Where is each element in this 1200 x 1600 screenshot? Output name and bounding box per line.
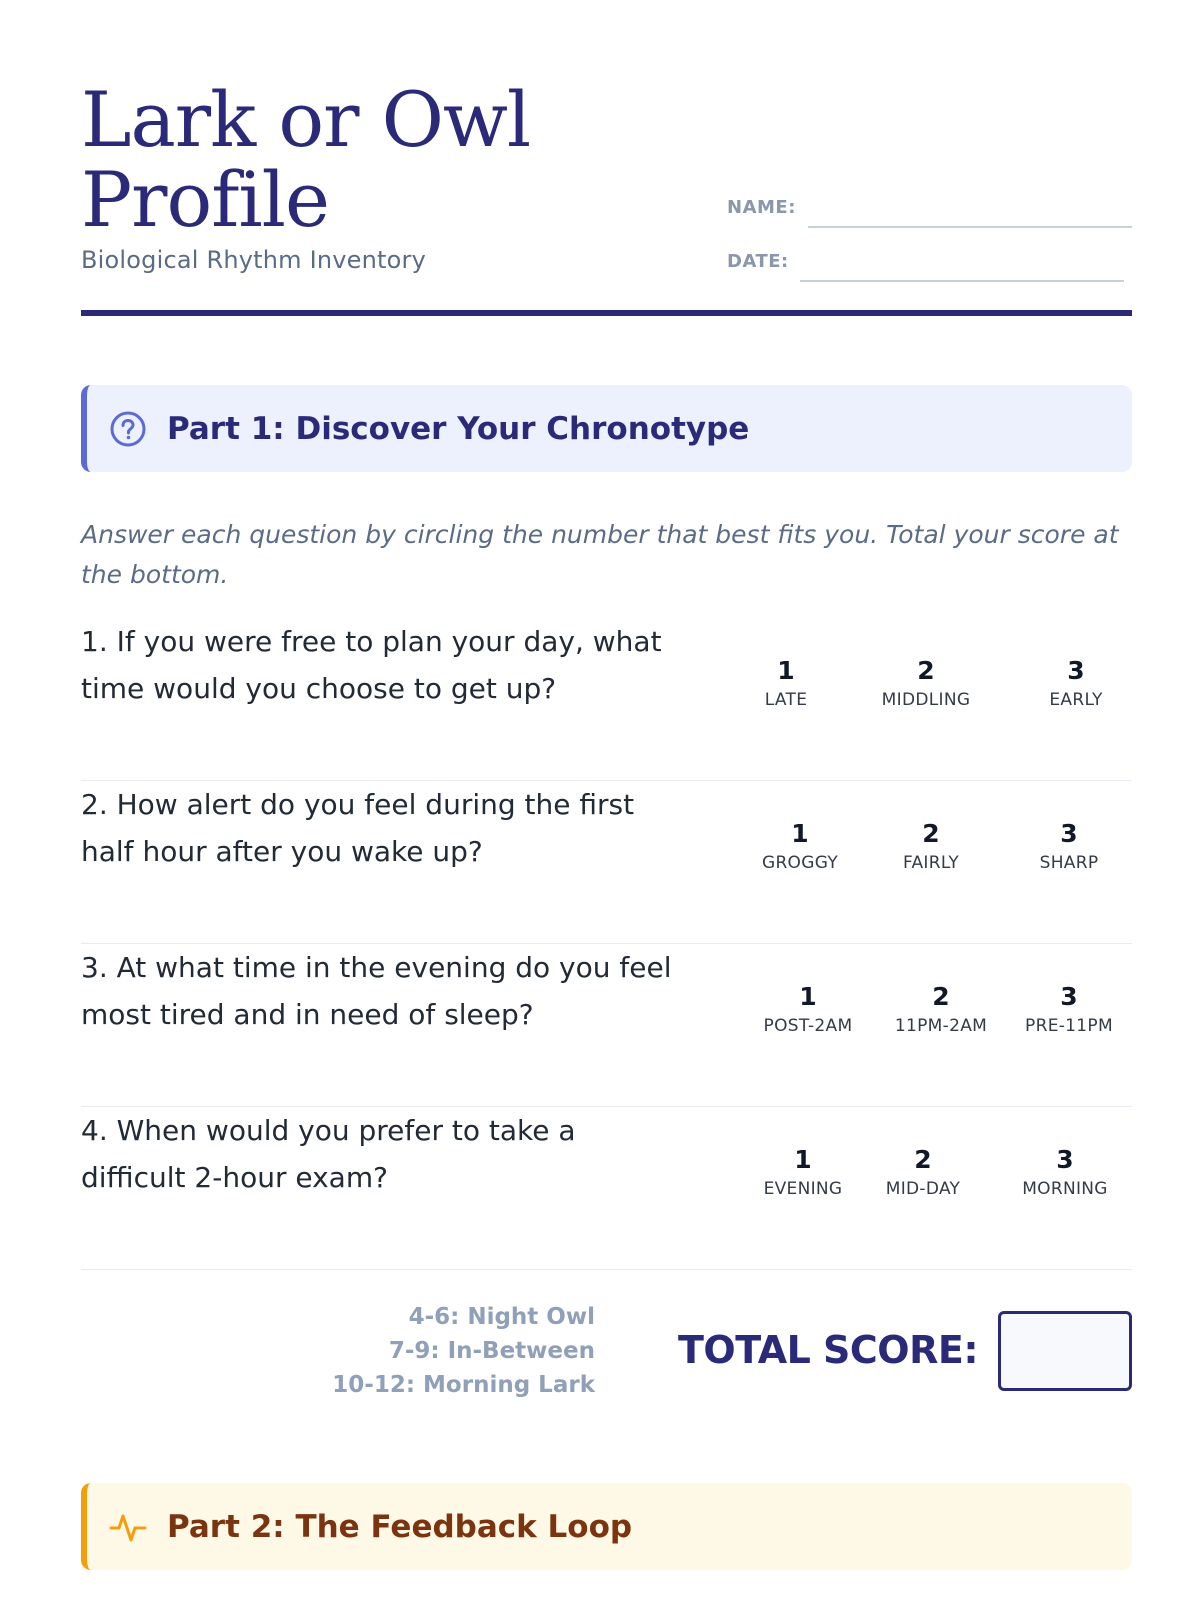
answer-option-1[interactable] <box>745 819 855 873</box>
header-divider <box>81 310 1132 316</box>
answer-option-2[interactable] <box>881 819 981 873</box>
option-label: MIDDLING <box>881 690 971 710</box>
answer-option-1[interactable] <box>741 1145 865 1199</box>
answer-option-1[interactable] <box>751 656 821 710</box>
option-number: 1 <box>799 982 817 1011</box>
option-label: LATE <box>764 690 808 710</box>
title-line-2: Profile <box>81 155 329 244</box>
answer-option-3[interactable] <box>1026 656 1126 710</box>
legend-item: 4-6: Night Owl <box>408 1304 595 1330</box>
total-score-label: TOTAL SCORE: <box>678 1328 979 1372</box>
part1-title: Part 1: Discover Your Chronotype <box>167 410 750 447</box>
option-number: 1 <box>794 1145 812 1174</box>
option-label: SHARP <box>1039 853 1099 873</box>
option-number: 1 <box>791 819 809 848</box>
question-3 <box>81 944 1132 1107</box>
answer-option-2[interactable] <box>866 1145 980 1199</box>
part1-banner <box>81 385 1132 472</box>
part2-banner <box>81 1483 1132 1570</box>
score-legend <box>332 1300 595 1402</box>
question-1 <box>81 618 1132 781</box>
option-number: 1 <box>777 656 795 685</box>
answer-option-3[interactable] <box>1019 819 1119 873</box>
answer-option-3[interactable] <box>1006 982 1132 1036</box>
answer-option-1[interactable] <box>740 982 876 1036</box>
pulse-icon <box>109 1508 147 1546</box>
question-4 <box>81 1107 1132 1270</box>
legend-item: 7-9: In-Between <box>388 1338 595 1364</box>
option-number: 3 <box>1060 819 1078 848</box>
option-label: FAIRLY <box>902 853 960 873</box>
answer-option-2[interactable] <box>876 982 1006 1036</box>
legend-item: 10-12: Morning Lark <box>332 1372 595 1398</box>
option-number: 2 <box>917 656 935 685</box>
date-field[interactable] <box>800 280 1124 282</box>
name-label: NAME: <box>727 197 796 218</box>
page-subtitle: Biological Rhythm Inventory <box>81 246 427 274</box>
option-number: 3 <box>1060 982 1078 1011</box>
answer-option-2[interactable] <box>861 656 991 710</box>
instructions: Answer each question by circling the number that best fits you. Total your score at the bottom. <box>81 520 1119 589</box>
option-number: 2 <box>922 819 940 848</box>
part2-title: Part 2: The Feedback Loop <box>167 1508 633 1545</box>
option-number: 2 <box>932 982 950 1011</box>
page-title <box>81 75 641 244</box>
name-field[interactable] <box>808 226 1132 228</box>
title-line-1: Lark or Owl <box>81 75 531 164</box>
option-label: MORNING <box>1022 1179 1108 1199</box>
option-label: PRE-11PM <box>1025 1016 1113 1036</box>
worksheet-page <box>81 0 1132 1600</box>
option-label: MID-DAY <box>885 1179 961 1199</box>
option-label: EVENING <box>763 1179 843 1199</box>
question-text: 4. When would you prefer to take a difficult 2-hour exam? <box>81 1114 576 1194</box>
option-number: 3 <box>1056 1145 1074 1174</box>
option-label: GROGGY <box>761 853 839 873</box>
option-label: POST-2AM <box>763 1016 853 1036</box>
question-text: 3. At what time in the evening do you feel most tired and in need of sleep? <box>81 951 672 1031</box>
option-number: 2 <box>914 1145 932 1174</box>
option-number: 3 <box>1067 656 1085 685</box>
question-text: 2. How alert do you feel during the first half hour after you wake up? <box>81 788 635 868</box>
date-label: DATE: <box>727 251 789 272</box>
question-2 <box>81 781 1132 944</box>
option-label: EARLY <box>1049 690 1103 710</box>
option-label: 11PM-2AM <box>894 1016 988 1036</box>
answer-option-3[interactable] <box>998 1145 1132 1199</box>
total-score-box[interactable] <box>998 1311 1132 1391</box>
question-circle-icon <box>109 410 147 448</box>
question-text: 1. If you were free to plan your day, what time would you choose to get up? <box>81 625 662 705</box>
